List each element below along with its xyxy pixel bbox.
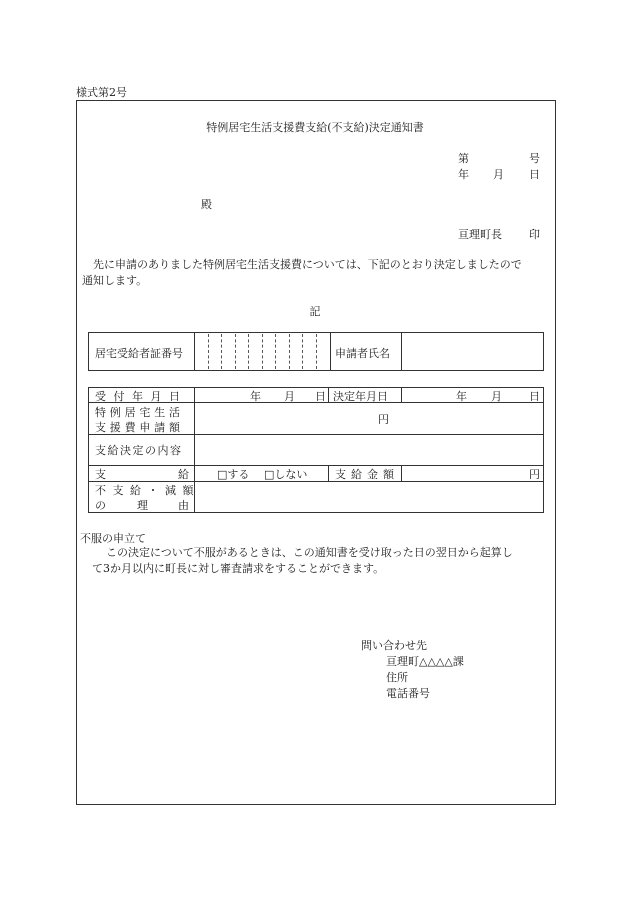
addressee-suffix: 殿 [201, 198, 212, 211]
appeal-heading: 不服の申立て [80, 532, 146, 545]
number-suffix: 号 [529, 152, 540, 165]
column-divider [328, 387, 329, 402]
appeal-body [83, 545, 513, 577]
receipt-year: 年 [250, 390, 261, 403]
date-year: 年 [458, 168, 469, 181]
digit-separator [221, 334, 222, 369]
decision-date-label: 決定年月日 [333, 390, 388, 403]
digit-separator [302, 334, 303, 369]
decision-month: 月 [491, 390, 502, 403]
ki-heading: 記 [309, 305, 321, 318]
contact-phone: 電話番号 [386, 687, 430, 700]
request-amount-label-line-2: 支援費申請額 [95, 421, 184, 434]
column-divider [401, 387, 402, 402]
certificate-table-divider-3 [401, 332, 402, 371]
number-prefix: 第 [458, 152, 469, 165]
payment-amount-yen: 円 [529, 468, 540, 481]
decision-year: 年 [456, 390, 467, 403]
contact-department: 亘理町△△△△課 [386, 655, 464, 668]
contact-heading: 問い合わせ先 [361, 639, 427, 652]
receipt-date-label [95, 388, 189, 404]
payment-option-yes[interactable]: □する [217, 468, 250, 481]
reason-label-ri: 理 [137, 499, 148, 512]
date-day: 日 [529, 168, 540, 181]
notice-body [82, 257, 522, 289]
date-month: 月 [493, 168, 504, 181]
payment-option-no[interactable]: □しない [264, 468, 308, 481]
document-title: 特例居宅生活支援費支給(不支給)決定通知書 [206, 121, 424, 134]
digit-separator [275, 334, 276, 369]
digit-separator [248, 334, 249, 369]
certificate-table-divider-1 [194, 332, 195, 371]
form-number: 様式第2号 [76, 86, 127, 99]
receipt-day: 日 [315, 390, 326, 403]
appeal-line-2: て3か月以内に町長に対し審査請求をすることができます。 [92, 562, 385, 575]
appeal-line-1: この決定について不服があるときは、この通知書を受け取った日の翌日から起算し [95, 546, 513, 559]
receipt-date-label-text: 受付年月日 [95, 390, 188, 403]
receipt-month: 月 [284, 390, 295, 403]
notice-line-1: 先に申請のありました特例居宅生活支援費については、下記のとおり決定しましたので [82, 258, 522, 271]
issuer-seal: 印 [529, 228, 540, 241]
payment-label-left: 支 [95, 468, 106, 481]
digit-separator [262, 334, 263, 369]
request-amount-label-line-1: 特例居宅生活 [95, 406, 184, 419]
payment-amount-label: 支給金額 [335, 468, 399, 481]
reason-label-of: の [95, 499, 106, 512]
decision-day: 日 [529, 390, 540, 403]
column-divider [328, 465, 329, 481]
reason-label-yu: 由 [178, 499, 189, 512]
digit-separator [235, 334, 236, 369]
decision-content-label: 支給決定の内容 [95, 444, 183, 457]
issuer-name: 亘理町長 [458, 228, 502, 241]
notice-line-2: 通知します。 [82, 274, 148, 287]
row-divider [88, 465, 544, 466]
digit-separator [208, 334, 209, 369]
request-amount-yen: 円 [378, 413, 389, 426]
payment-label-right: 給 [178, 468, 189, 481]
certificate-table-divider-2 [330, 332, 331, 371]
applicant-name-label: 申請者氏名 [335, 347, 390, 360]
reason-label-line-1: 不支給・減額 [95, 484, 200, 497]
certificate-number-label: 居宅受給者証番号 [95, 347, 183, 360]
column-divider [401, 465, 402, 481]
contact-address: 住所 [386, 671, 408, 684]
digit-separator [289, 334, 290, 369]
digit-separator [316, 334, 317, 369]
